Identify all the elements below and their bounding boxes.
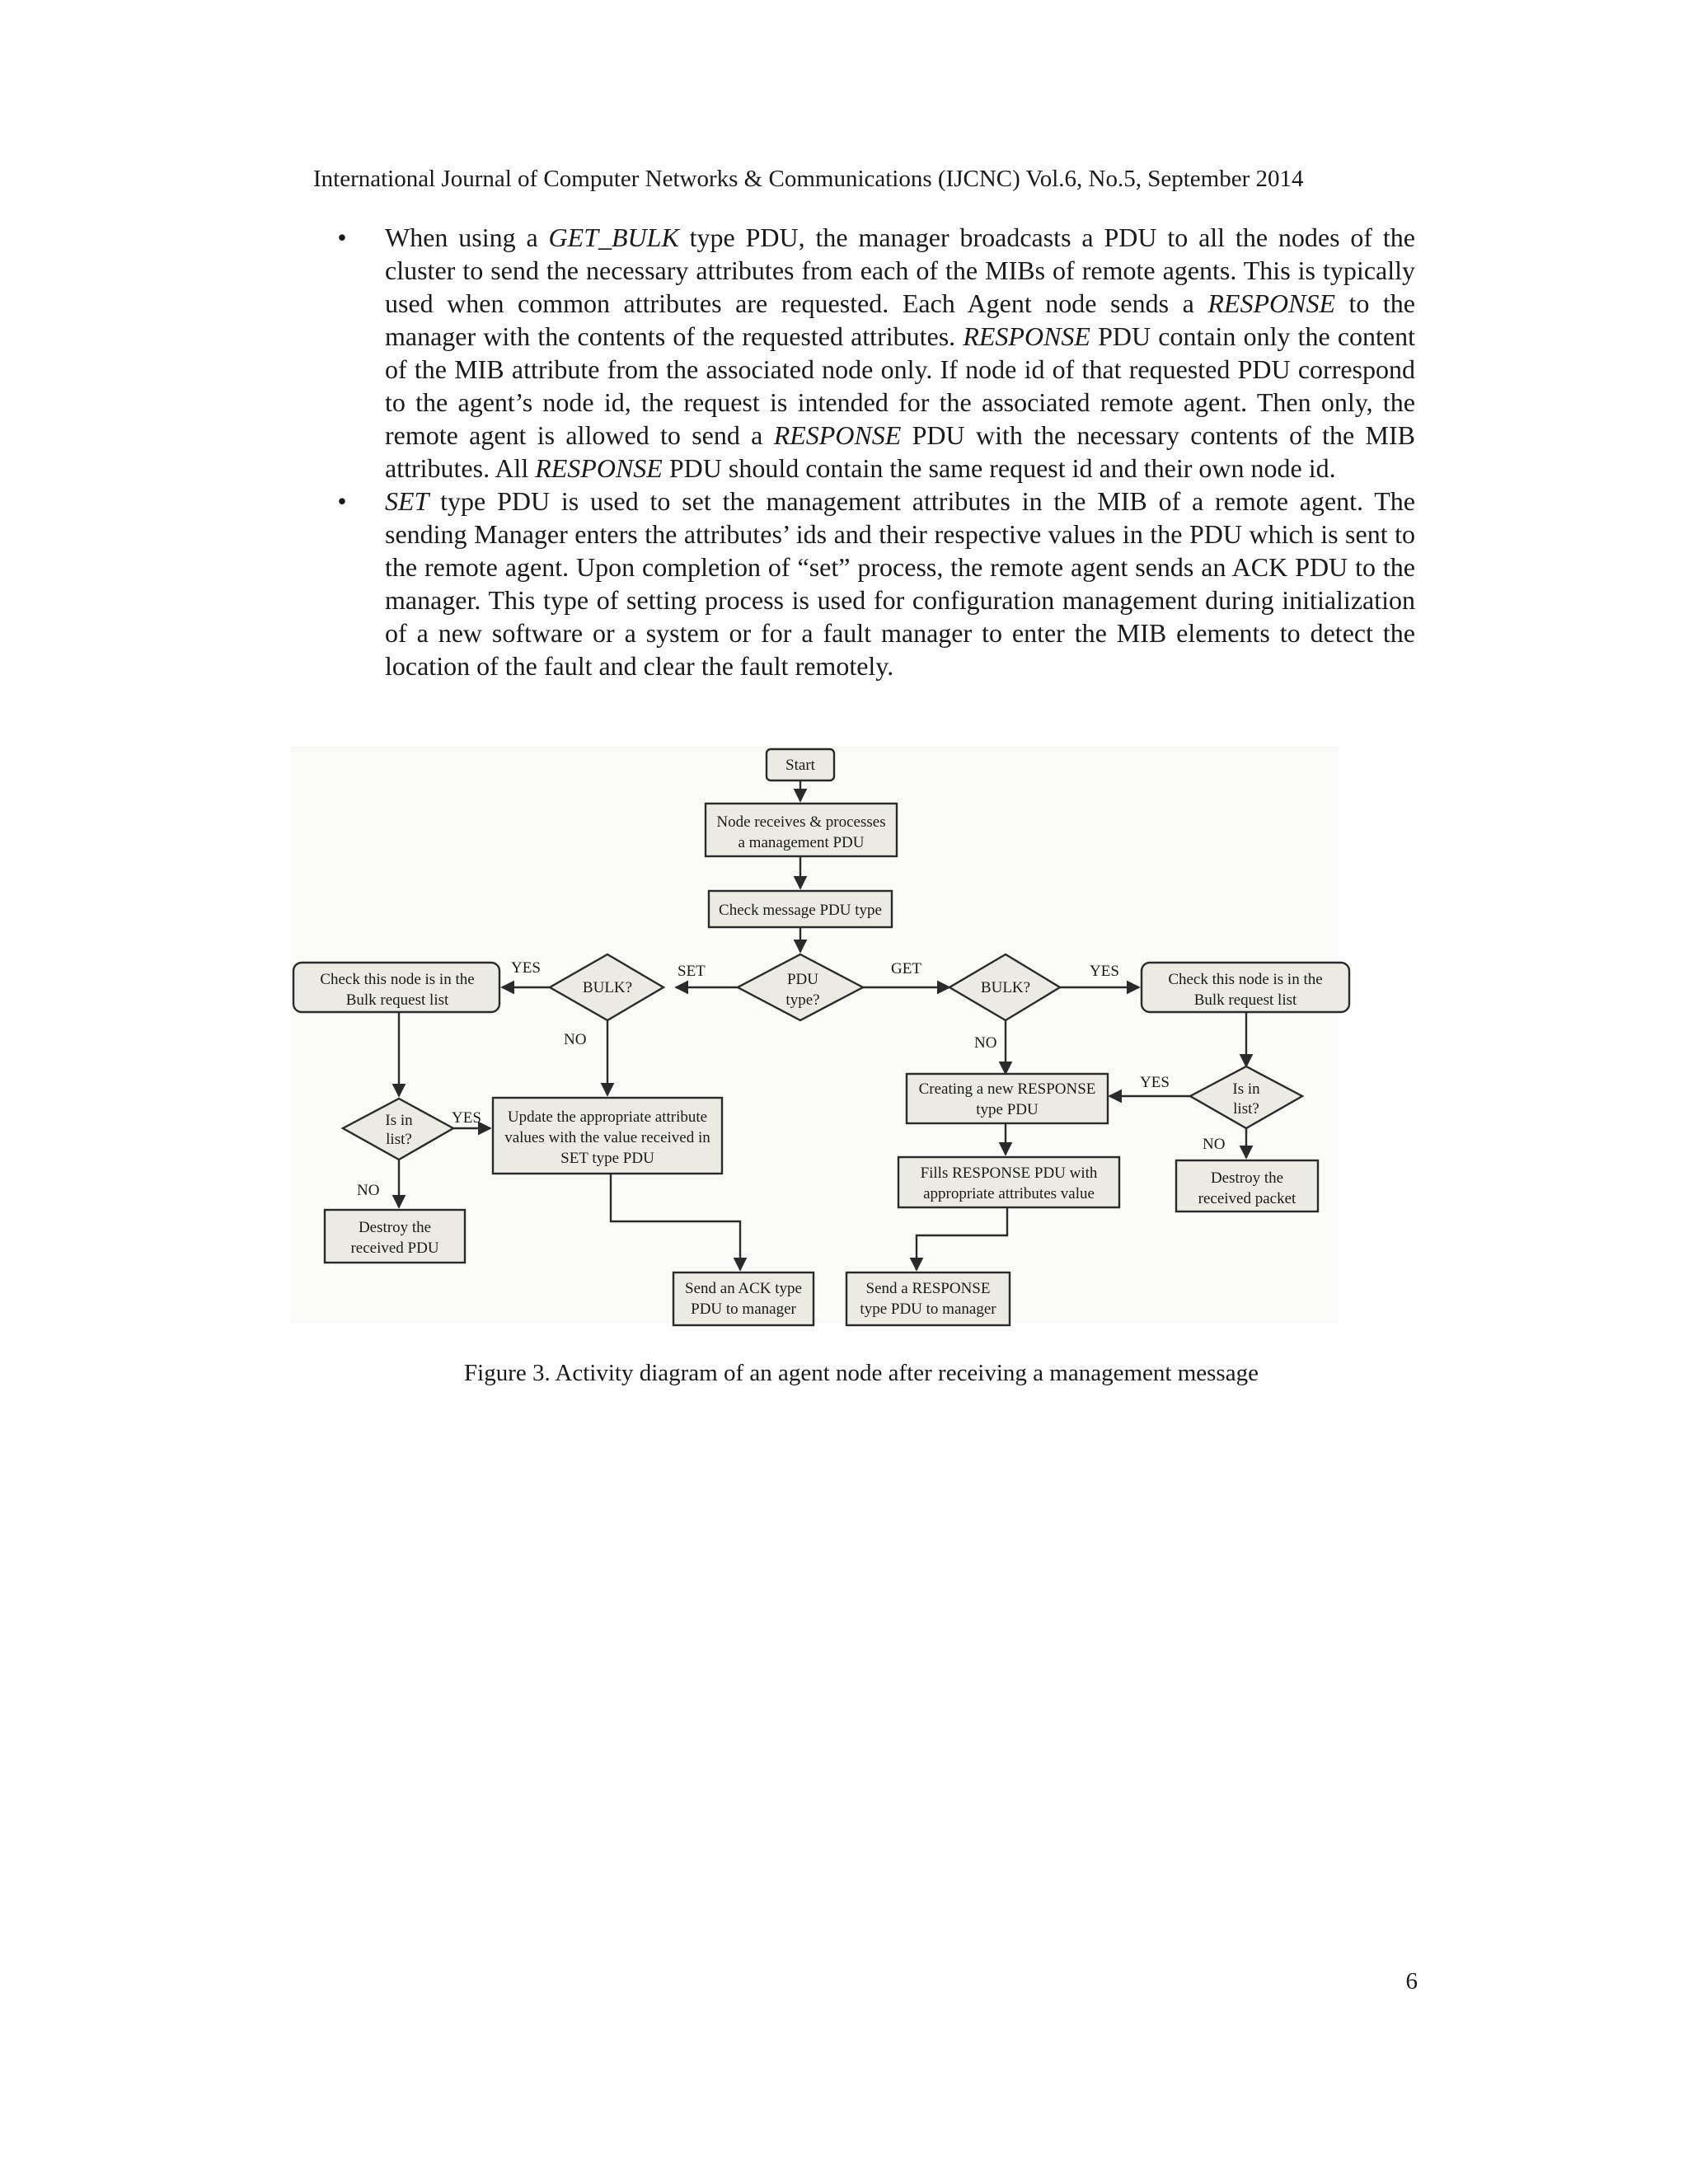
node-inlist-right-line1: Is in (1232, 1080, 1260, 1098)
node-bulk-left (550, 954, 663, 1020)
node-inlist-left (343, 1099, 453, 1160)
node-bulk-right (950, 954, 1060, 1020)
page-number: 6 (1405, 1968, 1418, 1994)
node-update (493, 1098, 722, 1174)
node-check-right (1142, 963, 1349, 1012)
activity-diagram (290, 746, 1362, 1323)
node-create-response-line1: Creating a new RESPONSE (918, 1080, 1096, 1098)
bullet-set (330, 485, 1415, 682)
bullet-marker: • (337, 223, 347, 252)
term-response: RESPONSE (963, 321, 1090, 351)
term-response: RESPONSE (773, 420, 902, 450)
bullet-list (330, 221, 1415, 682)
node-create-response (907, 1074, 1108, 1123)
term-get-bulk: GET_BULK (548, 223, 679, 252)
node-receive-line1: Node receives & processes (716, 813, 886, 831)
node-update-line3: SET type PDU (560, 1150, 654, 1167)
node-destroy-packet-line2: received packet (1198, 1190, 1296, 1207)
node-start (767, 749, 834, 780)
node-check-type (709, 891, 892, 927)
text-run: to the manager with the contents of the requested attributes. (385, 288, 1416, 351)
label-get: GET (891, 960, 921, 977)
node-check-left (293, 963, 499, 1012)
node-send-response-line2: type PDU to manager (860, 1301, 996, 1318)
node-destroy-pdu-line1: Destroy the (358, 1219, 432, 1236)
text-run: PDU should contain the same request id and their own node id. (662, 453, 1336, 483)
node-create-response-line2: type PDU (976, 1101, 1039, 1118)
label-yes-inlist-left: YES (452, 1109, 481, 1127)
node-fill-response-line1: Fills RESPONSE PDU with (920, 1165, 1098, 1182)
node-check-right-line1: Check this node is in the (1168, 971, 1323, 988)
running-header: International Journal of Computer Networks & Communications (IJCNC) Vol.6, No.5, September 2014 (313, 166, 1304, 192)
label-set: SET (678, 963, 706, 980)
bullet-get-bulk (330, 221, 1415, 485)
term-set: SET (385, 486, 429, 516)
label-no-bulk-left: NO (564, 1031, 587, 1048)
bullet-marker: • (337, 486, 347, 516)
node-receive (706, 804, 897, 856)
node-bulk-right-label: BULK? (980, 979, 1031, 996)
node-inlist-right-line2: list? (1233, 1100, 1259, 1118)
node-pdu-type-line1: PDU (786, 971, 819, 988)
node-send-response (846, 1272, 1010, 1325)
edge-update-ack (611, 1167, 740, 1270)
label-yes-inlist-right: YES (1140, 1074, 1170, 1091)
figure-caption: Figure 3. Activity diagram of an agent node after receiving a management message (464, 1360, 1259, 1386)
node-fill-response (898, 1157, 1119, 1207)
node-fill-response-line2: appropriate attributes value (923, 1185, 1095, 1202)
node-pdu-type-line2: type? (785, 991, 820, 1009)
node-destroy-pdu-line2: received PDU (350, 1240, 439, 1257)
term-response: RESPONSE (535, 453, 663, 483)
node-destroy-pdu (325, 1210, 465, 1263)
text-run: type PDU, the manager broadcasts a PDU to all the nodes of the cluster to send the necessary attributes from each of the MIBs of remote agents. This is typically used when common attributes are requested. Each Agent node sends a (385, 223, 1416, 318)
edge-fill-send (917, 1207, 1007, 1270)
node-bulk-left-label: BULK? (582, 979, 633, 996)
node-inlist-left-line1: Is in (385, 1112, 413, 1129)
node-check-left-line1: Check this node is in the (320, 971, 475, 988)
text-run: type PDU is used to set the management attributes in the MIB of a remote agent. The sending Manager enters the attributes’ ids and their respective values in the PDU which is sent to the remote agent. Upon completion of “set” process, the remote agent sends an ACK PDU to the manager. This type of setting process is used for configuration management during initialization of a new software or a system or for a fault manager to enter the MIB elements to detect the location of the fault and clear the fault remotely. (385, 486, 1415, 681)
node-receive-line2: a management PDU (738, 834, 865, 851)
node-inlist-left-line2: list? (386, 1131, 412, 1148)
label-yes-bulk-left: YES (511, 959, 541, 977)
node-send-ack-line1: Send an ACK type (685, 1280, 802, 1297)
node-update-line1: Update the appropriate attribute (507, 1108, 708, 1126)
node-check-left-line2: Bulk request list (345, 991, 449, 1009)
node-pdu-type (738, 954, 863, 1020)
node-check-right-line2: Bulk request list (1193, 991, 1297, 1009)
node-send-ack-line2: PDU to manager (691, 1301, 796, 1318)
text-run: When using a (385, 223, 549, 252)
node-update-line2: values with the value received in (504, 1129, 710, 1146)
term-response: RESPONSE (1207, 288, 1335, 318)
text-run: PDU contain only the content of the MIB attribute from the associated node only. If node id of that requested PDU correspond to the agent’s node id, the request is intended for the associated remote agent. Then only, the remote agent is allowed to send a (385, 321, 1416, 450)
node-send-response-line1: Send a RESPONSE (865, 1280, 991, 1297)
node-check-type-label: Check message PDU type (719, 902, 882, 919)
label-no-inlist-left: NO (357, 1182, 380, 1199)
node-destroy-packet-line1: Destroy the (1210, 1169, 1284, 1187)
label-no-bulk-right: NO (974, 1034, 997, 1052)
text-run: PDU with the necessary contents of the MIB attributes. All (385, 420, 1416, 483)
node-start-label: Start (785, 757, 815, 774)
node-destroy-packet (1176, 1160, 1318, 1212)
node-inlist-right (1190, 1066, 1302, 1128)
node-send-ack (673, 1272, 814, 1325)
label-yes-bulk-right: YES (1090, 963, 1119, 980)
label-no-inlist-right: NO (1203, 1136, 1226, 1153)
